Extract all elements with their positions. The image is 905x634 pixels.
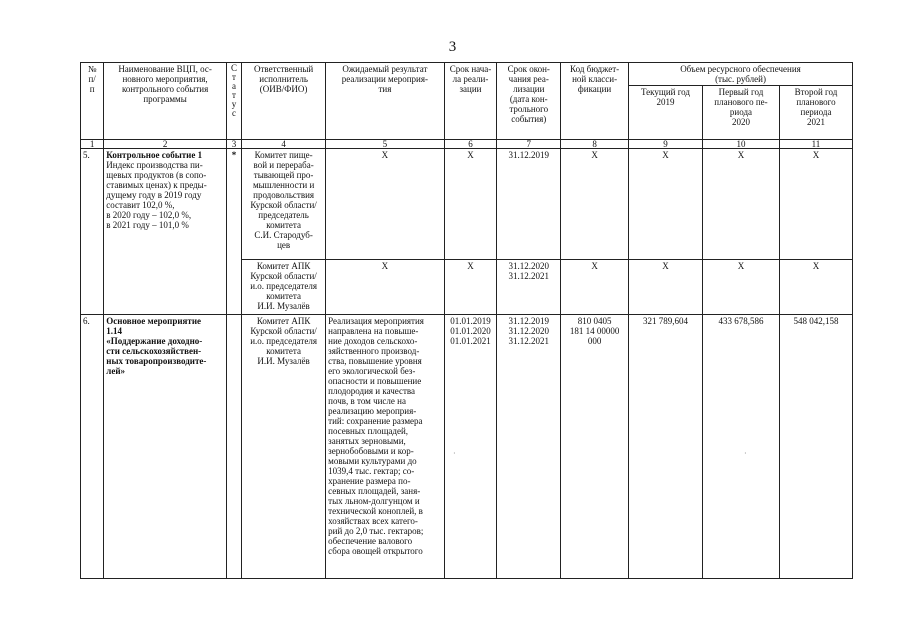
second-plan-year-cell: X (779, 149, 852, 260)
first-plan-year-cell: X (702, 149, 779, 260)
row-number: 6. (81, 315, 104, 579)
activity-name-text: «Поддержание доходно- сти сельскохозяйствен- ных товаропроизводите- лей» (106, 336, 207, 376)
result-cell: X (326, 260, 445, 315)
header-funding-group: Объем ресурсного обеспечения (тыс. рублей) (629, 63, 853, 86)
page-number: 3 (448, 39, 457, 55)
executor-cell: Комитет АПК Курской области/ и.о. председателя комитета И.И. Музалёв (242, 260, 326, 315)
scan-speck: · (744, 449, 747, 458)
header-start-date: Срок нача- ла реали- зации (444, 63, 497, 140)
header-status: С т а т у с (226, 63, 241, 140)
header-num: № п/ п (81, 63, 104, 140)
current-year-cell: 321 789,604 (629, 315, 703, 579)
header-end-date: Срок окон- чания реа- лизации (дата кон- трольного события) (497, 63, 561, 140)
row-number: 5. (81, 149, 104, 315)
current-year-cell: X (629, 149, 703, 260)
column-number: 11 (779, 140, 852, 149)
activity-name-title: Контрольное событие 1 (106, 150, 203, 160)
scan-speck: · (453, 449, 456, 458)
activity-name-text: Индекс производства пи- щевых продуктов (в сопо- ставимых ценах) к преды- дущему году в 2019 году составит 102,0 %, в 2020 году – 102,0 %, в 2021 году – 101,0 % (106, 160, 207, 230)
column-number: 8 (561, 140, 629, 149)
end-date-cell: 31.12.2020 31.12.2021 (497, 260, 561, 315)
table-row (81, 149, 853, 260)
end-date-cell: 31.12.2019 31.12.2020 31.12.2021 (497, 315, 561, 579)
activity-name (104, 149, 227, 315)
header-current-year: Текущий год 2019 (629, 86, 703, 140)
header-second-plan-year: Второй год планового периода 2021 (779, 86, 852, 140)
second-plan-year-cell: 548 042,158 (779, 315, 852, 579)
header-name: Наименование ВЦП, ос- новного мероприятия, контрольного события программы (104, 63, 227, 140)
status-cell (226, 315, 241, 579)
start-date-cell: X (444, 260, 497, 315)
header-first-plan-year: Первый год планового пе- риода 2020 (702, 86, 779, 140)
first-plan-year-cell: X (702, 260, 779, 315)
activity-name-title: Основное мероприятие (106, 316, 202, 326)
column-number: 10 (702, 140, 779, 149)
budget-code-cell: X (561, 149, 629, 260)
column-number: 6 (444, 140, 497, 149)
column-number: 2 (104, 140, 227, 149)
header-expected-result: Ожидаемый результат реализации мероприя- тия (326, 63, 445, 140)
budget-code-cell: 810 0405 181 14 00000 000 (561, 315, 629, 579)
budget-code-cell: X (561, 260, 629, 315)
column-number: 4 (242, 140, 326, 149)
table-row (81, 315, 853, 579)
result-cell: X (326, 149, 445, 260)
status-cell: * (226, 149, 241, 315)
start-date-cell: X (444, 149, 497, 260)
column-number: 5 (326, 140, 445, 149)
column-number-row (81, 140, 853, 149)
column-number: 3 (226, 140, 241, 149)
executor-cell: Комитет АПК Курской области/ и.о. председателя комитета И.И. Музалёв (242, 315, 326, 579)
activity-name (104, 315, 227, 579)
activity-number: 1.14 (106, 326, 123, 336)
current-year-cell: X (629, 260, 703, 315)
end-date-cell: 31.12.2019 (497, 149, 561, 260)
start-date-cell: 01.01.2019 01.01.2020 01.01.2021 (444, 315, 497, 579)
second-plan-year-cell: X (779, 260, 852, 315)
column-number: 7 (497, 140, 561, 149)
first-plan-year-cell: 433 678,586 (702, 315, 779, 579)
header-executor: Ответственный исполнитель (ОИВ/ФИО) (242, 63, 326, 140)
column-number: 9 (629, 140, 703, 149)
program-activities-table (80, 62, 853, 579)
header-budget-code: Код бюджет- ной класси- фикации (561, 63, 629, 140)
executor-cell: Комитет пище- вой и перераба- тывающей про- мышленности и продовольствия Курской области/ председатель комитета С.И. Стародуб- цев (242, 149, 326, 260)
column-number: 1 (81, 140, 104, 149)
result-cell: Реализация мероприятия направлена на повыше- ние доходов сельскохо- зяйственного производ- ства, повышение уровня его экологической без- опасности и повышение плодородия и качества почв, в том числе на реализацию мероприя- тий: сохранение размера посевных площадей, занятых зерновыми, зернобобовыми и кор- мовыми культурами до 1039,4 тыс. гектар; со- хранение размера по- севных площадей, заня- тых льном-долгунцом и технической коноплей, в хозяйствах всех катего- рий до 2,0 тыс. гектаров; обеспечение валового сбора овощей открытого (326, 315, 445, 579)
header-row-1 (81, 63, 853, 86)
